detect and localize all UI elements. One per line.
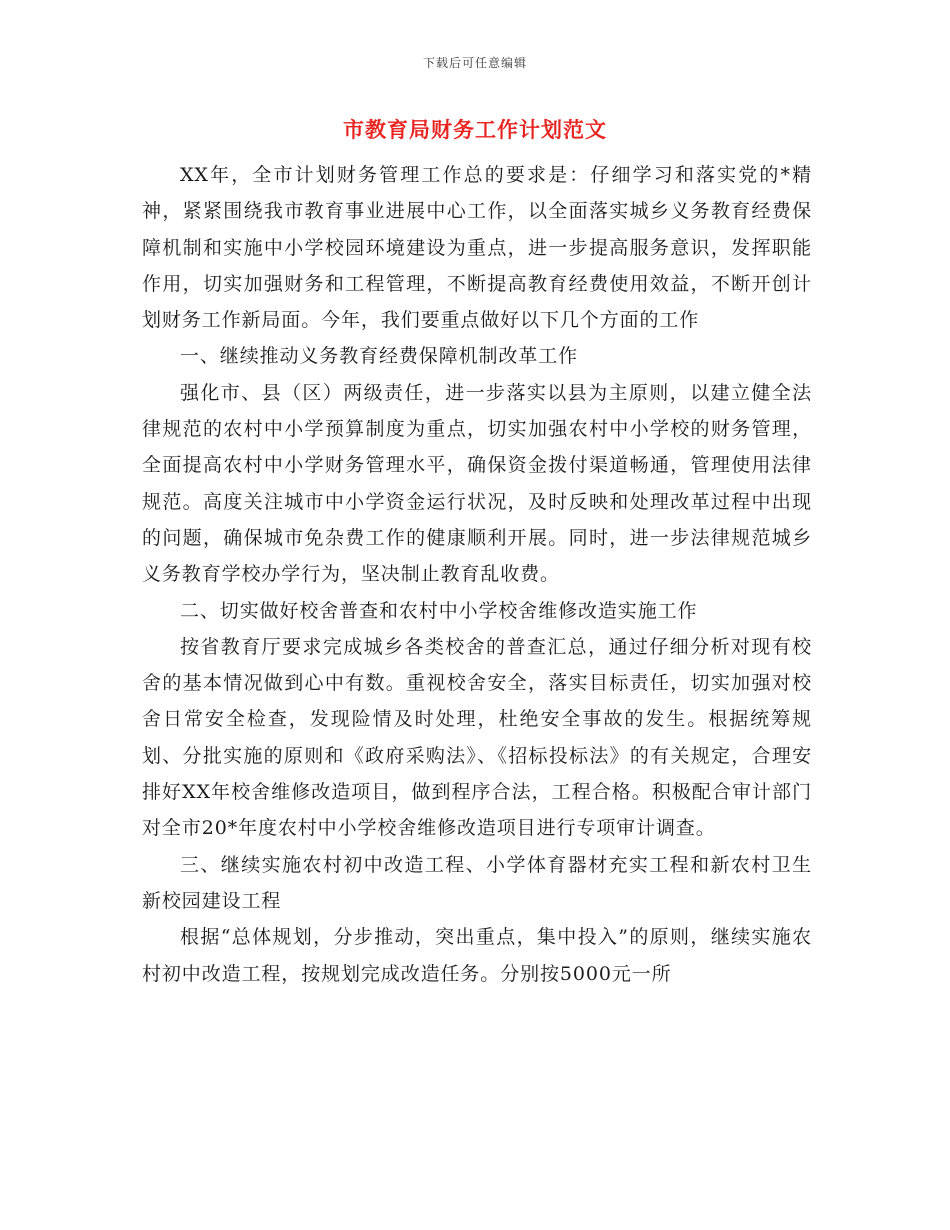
section-heading-2: 二、切实做好校舍普查和农村中小学校舍维修改造实施工作 <box>180 599 698 622</box>
header-note: 下载后可任意编辑 <box>422 56 527 70</box>
document-title: 市教育局财务工作计划范文 <box>343 117 607 142</box>
document-body <box>142 157 812 992</box>
section-heading-3: 三、继续实施农村初中改造工程、小学体育器材充实工程和新农村卫生新校园建设工程 <box>142 853 812 912</box>
section-heading-1: 一、继续推动义务教育经费保障机制改革工作 <box>180 345 579 368</box>
intro-paragraph: XX年，全市计划财务管理工作总的要求是：仔细学习和落实党的*精神，紧紧围绕我市教育事业进展中心工作，以全面落实城乡义务教育经费保障机制和实施中小学校园环境建设为重点，进一步提高服务意识，发挥职能作用，切实加强财务和工程管理，不断提高教育经费使用效益，不断开创计划财务工作新局面。今年，我们要重点做好以下几个方面的工作 <box>142 164 812 332</box>
section-paragraph-1: 强化市、县（区）两级责任，进一步落实以县为主原则，以建立健全法律规范的农村中小学预算制度为重点，切实加强农村中小学校的财务管理，全面提高农村中小学财务管理水平，确保资金拨付渠道畅通，管理使用法律规范。高度关注城市中小学资金运行状况，及时反映和处理改革过程中出现的问题，确保城市免杂费工作的健康顺利开展。同时，进一步法律规范城乡义务教育学校办学行为，坚决制止教育乱收费。 <box>142 381 812 586</box>
section-paragraph-2: 按省教育厅要求完成城乡各类校舍的普查汇总，通过仔细分析对现有校舍的基本情况做到心中有数。重视校舍安全，落实目标责任，切实加强对校舍日常安全检查，发现险情及时处理，杜绝安全事故的发生。根据统筹规划、分批实施的原则和《政府采购法》、《招标投标法》的有关规定，合理安排好XX年校舍维修改造项目，做到程序合法，工程合格。积极配合审计部门对全市20*年度农村中小学校舍维修改造项目进行专项审计调查。 <box>142 635 812 840</box>
section-paragraph-3: 根据“总体规划，分步推动，突出重点，集中投入”的原则，继续实施农村初中改造工程，按规划完成改造任务。分别按5000元一所 <box>142 926 812 985</box>
